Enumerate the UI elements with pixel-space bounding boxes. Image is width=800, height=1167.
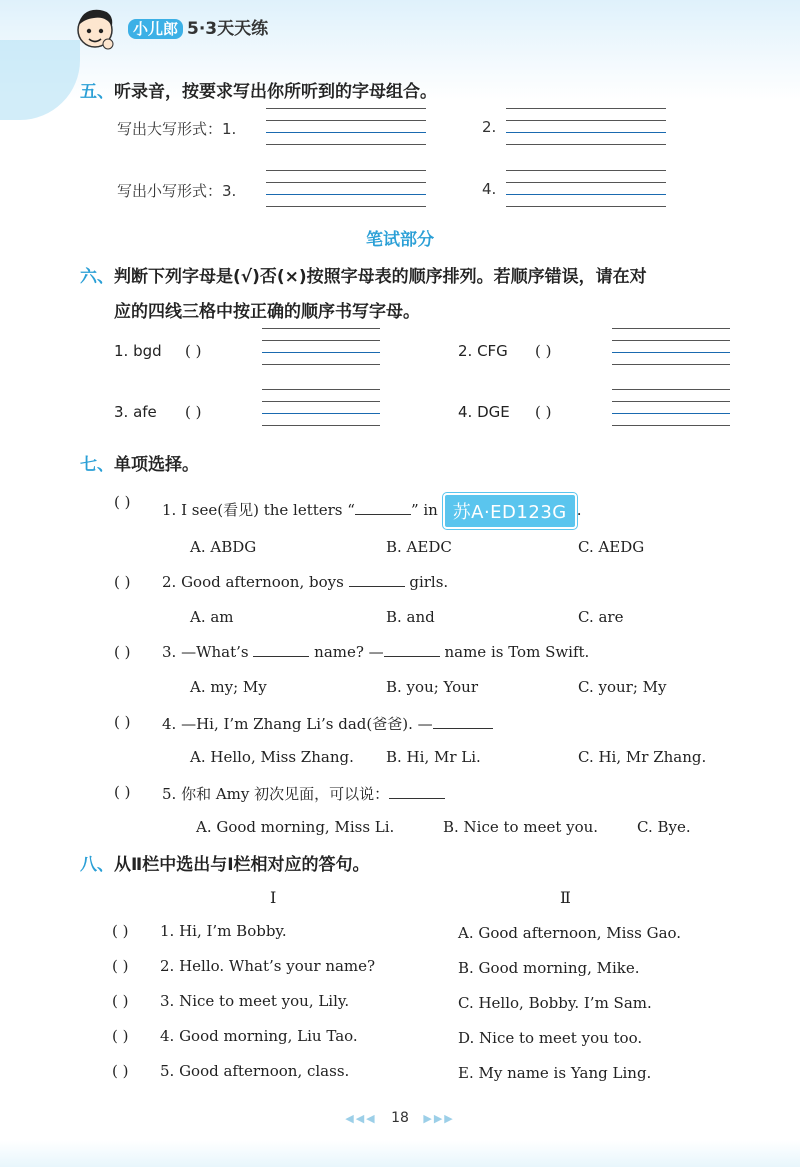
match-paren-5[interactable]: ( )	[112, 1062, 129, 1080]
match-paren-1[interactable]: ( )	[112, 922, 129, 940]
right-arrows-icon: ▶▶▶	[423, 1112, 455, 1125]
item-4-label: 4.	[482, 180, 497, 198]
q6-item-1: 1. bgd	[114, 342, 162, 360]
answer-paren[interactable]: ( )	[535, 403, 552, 421]
match-left-4: 4. Good morning, Liu Tao.	[160, 1027, 358, 1045]
q1-option-b[interactable]: B. AEDC	[386, 538, 452, 556]
match-left-2: 2. Hello. What’s your name?	[160, 957, 376, 975]
q6-item-4: 4. DGE	[458, 403, 510, 421]
q5-option-b[interactable]: B. Nice to meet you.	[443, 818, 599, 836]
brand-logo: 小儿郎	[128, 19, 183, 39]
column-2-header: Ⅱ	[560, 888, 571, 907]
question-text: 3. —What’s	[162, 643, 249, 661]
match-right-c: C. Hello, Bobby. I’m Sam.	[458, 994, 652, 1012]
lower-case-label: 写出小写形式：3.	[117, 182, 237, 200]
q6-item-3: 3. afe	[114, 403, 157, 421]
answer-paren-q5[interactable]: ( )	[114, 783, 131, 801]
match-right-b: B. Good morning, Mike.	[458, 959, 640, 977]
match-paren-2[interactable]: ( )	[112, 957, 129, 975]
answer-blank[interactable]	[389, 785, 445, 799]
left-arrows-icon: ◀◀◀	[345, 1112, 377, 1125]
question-text: 2. Good afternoon, boys	[162, 573, 344, 591]
section-6-heading-line2: 应的四线三格中按正确的顺序书写字母。	[114, 302, 420, 322]
question-text: 1. I see(看见) the letters “	[162, 501, 355, 519]
page-footer	[0, 1110, 800, 1126]
section-8-heading	[80, 850, 370, 875]
match-left-1: 1. Hi, I’m Bobby.	[160, 922, 287, 940]
writing-lines-6-3[interactable]	[262, 389, 380, 431]
match-right-d: D. Nice to meet you too.	[458, 1029, 643, 1047]
answer-blank[interactable]	[349, 573, 405, 587]
match-right-a: A. Good afternoon, Miss Gao.	[458, 924, 682, 942]
mascot-icon	[70, 4, 120, 54]
question-4	[162, 713, 493, 734]
answer-paren-q1[interactable]: ( )	[114, 493, 131, 511]
q3-option-a[interactable]: A. my; My	[190, 678, 267, 696]
q5-option-a[interactable]: A. Good morning, Miss Li.	[196, 818, 395, 836]
q4-option-b[interactable]: B. Hi, Mr Li.	[386, 748, 481, 766]
match-paren-3[interactable]: ( )	[112, 992, 129, 1010]
q6-item-2: 2. CFG	[458, 342, 508, 360]
section-number: 五、	[80, 82, 114, 102]
writing-lines-6-4[interactable]	[612, 389, 730, 431]
q2-option-c[interactable]: C. are	[578, 608, 624, 626]
brand-series: 5·3天天练	[187, 19, 269, 39]
answer-blank[interactable]	[433, 715, 493, 729]
section-title: 单项选择。	[114, 455, 199, 475]
match-paren-4[interactable]: ( )	[112, 1027, 129, 1045]
q2-option-a[interactable]: A. am	[190, 608, 234, 626]
q4-option-a[interactable]: A. Hello, Miss Zhang.	[190, 748, 354, 766]
upper-case-label: 写出大写形式：1.	[117, 120, 237, 138]
question-text: 5. 你和 Amy 初次见面，可以说：	[162, 785, 390, 803]
question-text: name? —	[314, 643, 384, 661]
answer-paren-q2[interactable]: ( )	[114, 573, 131, 591]
section-5-heading	[80, 77, 437, 102]
answer-blank[interactable]	[355, 501, 411, 515]
q1-option-c[interactable]: C. AEDG	[578, 538, 645, 556]
writing-lines-6-1[interactable]	[262, 328, 380, 370]
writing-lines-2[interactable]	[506, 108, 666, 150]
question-1	[162, 493, 582, 529]
answer-paren[interactable]: ( )	[535, 342, 552, 360]
match-left-3: 3. Nice to meet you, Lily.	[160, 992, 350, 1010]
writing-lines-3[interactable]	[266, 170, 426, 212]
answer-blank[interactable]	[384, 643, 440, 657]
section-number: 七、	[80, 455, 114, 475]
item-2-label: 2.	[482, 118, 497, 136]
question-end: .	[576, 501, 582, 519]
written-part-title: 笔试部分	[366, 230, 434, 250]
page-number: 18	[391, 1110, 409, 1126]
section-title: 从Ⅱ栏中选出与Ⅰ栏相对应的答句。	[114, 855, 370, 875]
q4-option-c[interactable]: C. Hi, Mr Zhang.	[578, 748, 707, 766]
answer-paren-q3[interactable]: ( )	[114, 643, 131, 661]
section-7-heading	[80, 450, 199, 475]
writing-lines-4[interactable]	[506, 170, 666, 212]
question-text: 4. —Hi, I’m Zhang Li’s dad(爸爸). —	[162, 715, 433, 733]
writing-lines-1[interactable]	[266, 108, 426, 150]
answer-paren-q4[interactable]: ( )	[114, 713, 131, 731]
match-left-5: 5. Good afternoon, class.	[160, 1062, 350, 1080]
bottom-band	[0, 1140, 800, 1167]
section-title: 听录音，按要求写出你所听到的字母组合。	[114, 82, 437, 102]
question-2	[162, 573, 448, 591]
question-3	[162, 643, 589, 661]
match-right-e: E. My name is Yang Ling.	[458, 1064, 652, 1082]
section-title-line1: 判断下列字母是(√)否(×)按照字母表的顺序排列。若顺序错误，请在对	[114, 267, 647, 287]
question-text: name is Tom Swift.	[444, 643, 590, 661]
header-decoration	[0, 40, 80, 120]
license-plate: 苏A·ED123G	[443, 493, 577, 529]
q1-option-a[interactable]: A. ABDG	[190, 538, 257, 556]
q5-option-c[interactable]: C. Bye.	[637, 818, 691, 836]
q3-option-b[interactable]: B. you; Your	[386, 678, 479, 696]
question-5	[162, 783, 445, 804]
q2-option-b[interactable]: B. and	[386, 608, 435, 626]
question-text: ” in	[410, 501, 438, 519]
section-number: 六、	[80, 267, 114, 287]
section-number: 八、	[80, 855, 114, 875]
writing-lines-6-2[interactable]	[612, 328, 730, 370]
answer-blank[interactable]	[253, 643, 309, 657]
column-1-header: Ⅰ	[270, 888, 277, 907]
brand-title	[128, 14, 268, 39]
answer-paren[interactable]: ( )	[185, 403, 202, 421]
question-text: girls.	[409, 573, 449, 591]
answer-paren[interactable]: ( )	[185, 342, 202, 360]
section-6-heading	[80, 262, 647, 287]
q3-option-c[interactable]: C. your; My	[578, 678, 667, 696]
